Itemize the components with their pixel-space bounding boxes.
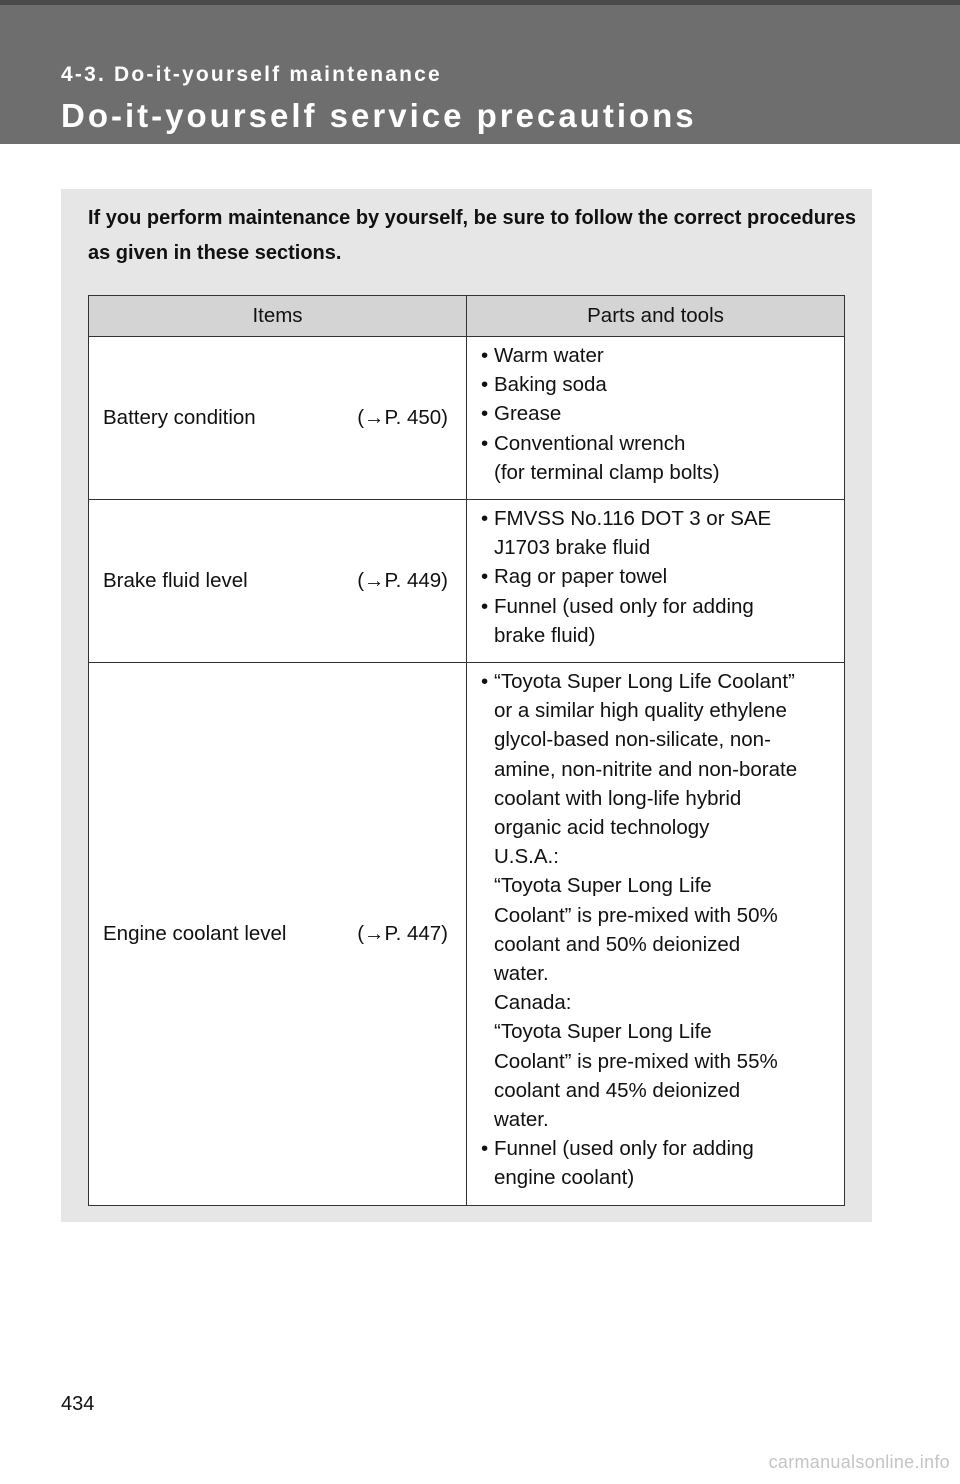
page-reference: (→P. 447) <box>357 921 448 945</box>
tools-cell <box>467 500 845 663</box>
table-row <box>89 663 845 1206</box>
tool-item: • Rag or paper towel <box>481 562 836 591</box>
tool-item: • Funnel (used only for adding brake fluid) <box>481 592 836 650</box>
column-header-parts: Parts and tools <box>467 296 845 337</box>
page-number: 434 <box>61 1393 95 1415</box>
table-row <box>89 500 845 663</box>
content-box <box>61 189 872 1222</box>
bullet-icon: • <box>481 1137 489 1161</box>
item-name: Engine coolant level <box>103 921 287 945</box>
tool-item: • Grease <box>481 399 836 428</box>
table-header-row <box>89 296 845 337</box>
bullet-icon: • <box>481 373 489 397</box>
bullet-icon: • <box>481 670 489 694</box>
page-title: Do-it-yourself service precautions <box>61 97 697 134</box>
item-cell <box>89 500 467 663</box>
item-name: Battery condition <box>103 406 256 429</box>
tool-item: • Baking soda <box>481 370 836 399</box>
item-cell <box>89 337 467 500</box>
parts-table <box>88 295 845 1206</box>
tool-item: • Conventional wrench (for terminal clamp bolts) <box>481 429 836 487</box>
bullet-icon: • <box>481 565 489 589</box>
page-reference: (→P. 450) <box>357 406 448 429</box>
bullet-icon: • <box>481 344 489 367</box>
tool-item: • Funnel (used only for adding engine coolant) <box>481 1134 836 1192</box>
tools-list <box>481 667 836 1193</box>
tool-item: • FMVSS No.116 DOT 3 or SAE J1703 brake fluid <box>481 504 836 562</box>
tool-item: • “Toyota Super Long Life Coolant” or a similar high quality ethylene glycol-based non-silicate, non- amine, non-nitrite and non-borate coolant with long-life hybrid organic acid technology U.S.A.: “Toyota Super Long Life Coolant” is pre-mixed with 50% coolant and 50% deionized water. Canada: “Toyota Super Long Life Coolant” is pre-mixed with 55% coolant and 45% deionized water. <box>481 667 836 1134</box>
tools-list <box>481 504 836 650</box>
section-label: 4-3. Do-it-yourself maintenance <box>61 63 442 86</box>
tools-cell <box>467 663 845 1206</box>
item-name: Brake fluid level <box>103 569 248 593</box>
bullet-icon: • <box>481 594 489 618</box>
item-cell <box>89 663 467 1206</box>
bullet-icon: • <box>481 431 489 455</box>
tool-item: • Warm water <box>481 341 836 370</box>
bullet-icon: • <box>481 507 489 531</box>
footer-watermark: carmanualsonline.info <box>768 1452 950 1472</box>
tools-list <box>481 341 836 487</box>
bullet-icon: • <box>481 402 489 426</box>
page-reference: (→P. 449) <box>357 569 448 593</box>
intro-text: If you perform maintenance by yourself, be sure to follow the correct procedures as given in these sections. <box>88 207 856 264</box>
page-header <box>0 0 960 144</box>
tools-cell <box>467 337 845 500</box>
column-header-items: Items <box>89 296 467 337</box>
table-row <box>89 337 845 500</box>
